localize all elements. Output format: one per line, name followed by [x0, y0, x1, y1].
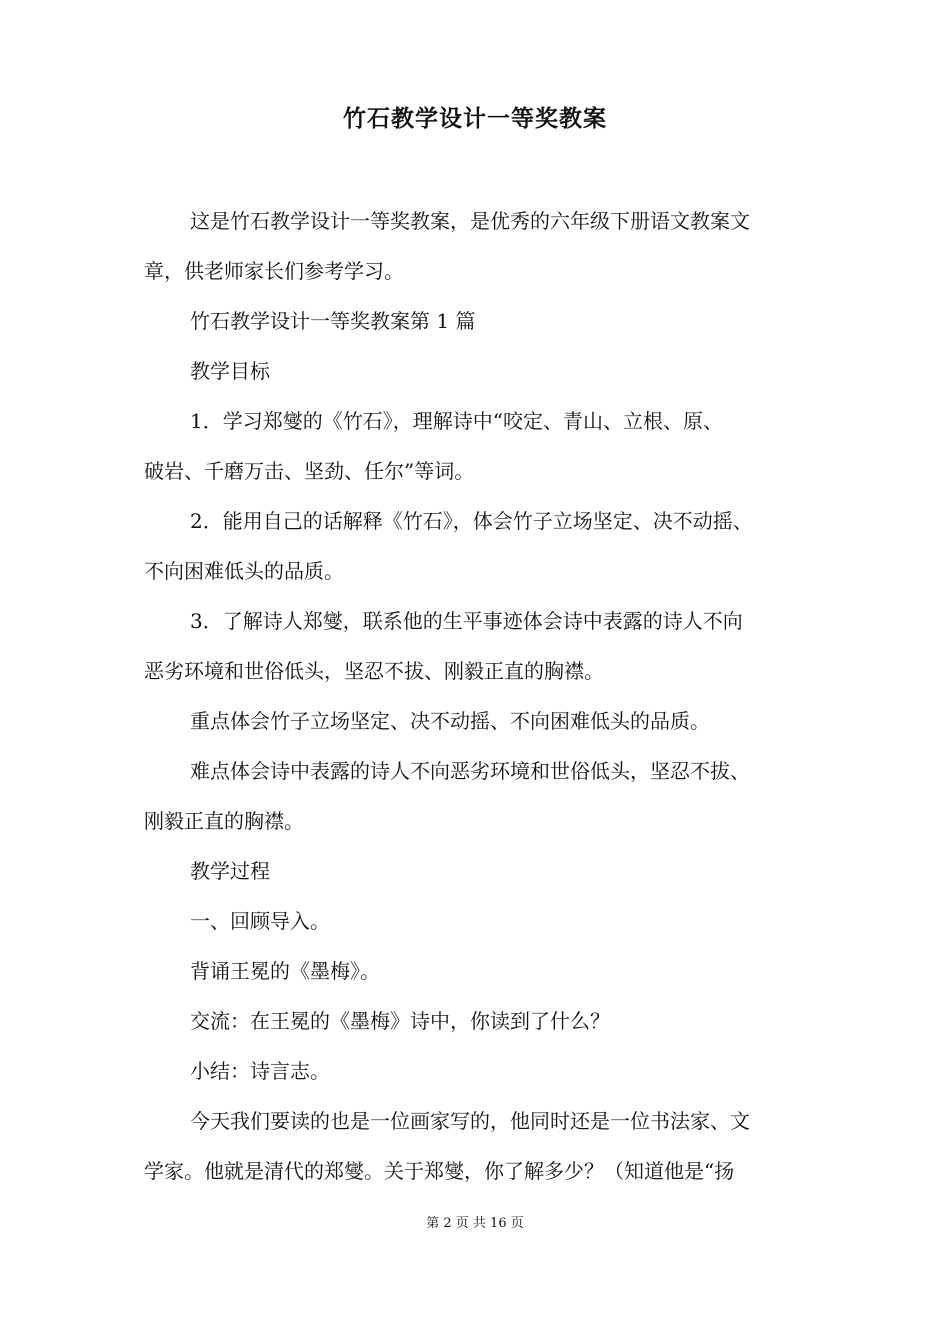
section-heading: 教学过程 [190, 859, 270, 883]
section-heading: 竹石教学设计一等奖教案第 1 篇 [190, 309, 476, 333]
paragraph-line: 学家。他就是清代的郑燮。关于郑燮，你了解多少？（知道他是“扬 [144, 1159, 735, 1183]
page-title: 竹石教学设计一等奖教案 [343, 106, 607, 132]
paragraph-line: 不向困难低头的品质。 [144, 559, 344, 583]
paragraph-line: 恶劣环境和世俗低头，坚忍不拔、刚毅正直的胸襟。 [144, 659, 604, 683]
paragraph-line: 刚毅正直的胸襟。 [144, 809, 304, 833]
paragraph-line: 背诵王冕的《墨梅》。 [190, 959, 380, 983]
paragraph-line: 1．学习郑燮的《竹石》，理解诗中“咬定、青山、立根、原、 [190, 409, 723, 433]
document-body [144, 196, 816, 1196]
paragraph-line: 今天我们要读的也是一位画家写的，他同时还是一位书法家、文 [190, 1109, 750, 1133]
paragraph-line: 交流：在王冕的《墨梅》诗中，你读到了什么？ [190, 1009, 610, 1033]
paragraph-line: 章，供老师家长们参考学习。 [144, 259, 404, 283]
paragraph-line: 破岩、千磨万击、坚劲、任尔”等词。 [144, 459, 475, 483]
page-footer: 第 2 页 共 16 页 [426, 1216, 524, 1231]
paragraph-line: 这是竹石教学设计一等奖教案，是优秀的六年级下册语文教案文 [190, 209, 750, 233]
paragraph-line: 难点体会诗中表露的诗人不向恶劣环境和世俗低头，坚忍不拔、 [190, 759, 750, 783]
paragraph-line: 一、回顾导入。 [190, 909, 330, 933]
section-heading: 教学目标 [190, 359, 270, 383]
paragraph-line: 3．了解诗人郑燮，联系他的生平事迹体会诗中表露的诗人不向 [190, 609, 743, 633]
paragraph-line: 2．能用自己的话解释《竹石》，体会竹子立场坚定、决不动摇、 [190, 509, 753, 533]
paragraph-line: 小结：诗言志。 [190, 1059, 330, 1083]
paragraph-line: 重点体会竹子立场坚定、决不动摇、不向困难低头的品质。 [190, 709, 710, 733]
